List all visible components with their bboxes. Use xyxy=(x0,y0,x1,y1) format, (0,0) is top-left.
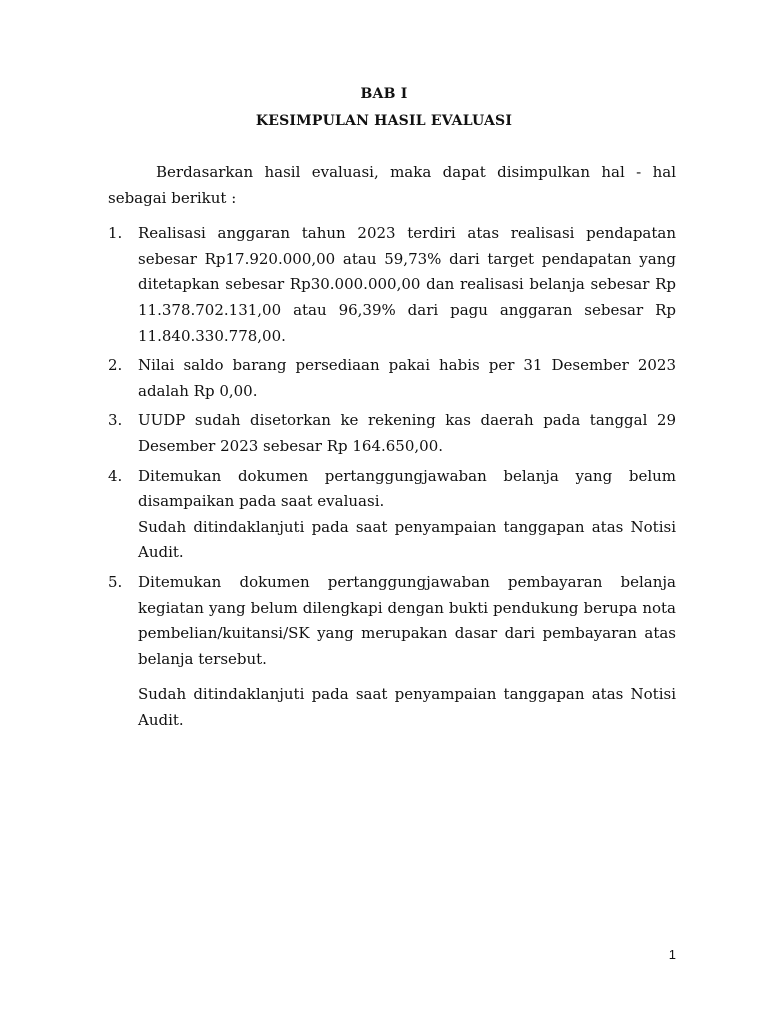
list-item-text: Nilai saldo barang persediaan pakai habis per 31 Desember 2023 adalah Rp 0,00. xyxy=(138,356,676,400)
list-item xyxy=(108,464,676,566)
intro-paragraph: Berdasarkan hasil evaluasi, maka dapat disimpulkan hal - hal sebagai berikut : xyxy=(108,163,676,207)
list-item-text: Ditemukan dokumen pertanggungjawaban belanja yang belum disampaikan pada saat evaluasi. xyxy=(138,466,676,511)
page-number: 1 xyxy=(668,947,676,962)
document-body xyxy=(108,160,676,737)
list-item xyxy=(108,570,676,734)
list-item-text: Realisasi anggaran tahun 2023 terdiri atas realisasi pendapatan sebesar Rp17.920.000,00 atau 59,73% dari target pendapatan yang ditetapkan sebesar Rp30.000.000,00 dan realisasi belanja sebesar Rp 11.378.702.131,00 atau 96,39% dari pagu anggaran sebesar Rp 11.840.330.778,00. xyxy=(138,224,676,345)
list-item-number: 1. xyxy=(108,224,123,243)
list-item-number: 3. xyxy=(108,411,123,430)
follow-up-note: Sudah ditindaklanjuti pada saat penyampaian tanggapan atas Notisi Audit. xyxy=(138,517,676,562)
list-item-number: 5. xyxy=(108,572,123,591)
list-item xyxy=(108,353,676,404)
list-item-text: Ditemukan dokumen pertanggungjawaban pembayaran belanja kegiatan yang belum dilengkapi dengan bukti pendukung berupa nota pembelian/kuitansi/SK yang merupakan dasar dari pembayaran atas belanja tersebut. xyxy=(138,572,676,668)
chapter-title: KESIMPULAN HASIL EVALUASI xyxy=(255,113,513,129)
chapter-heading: BAB I xyxy=(360,86,408,102)
follow-up-note: Sudah ditindaklanjuti pada saat penyampaian tanggapan atas Notisi Audit. xyxy=(138,685,676,729)
conclusion-list xyxy=(108,221,676,733)
list-item-number: 4. xyxy=(108,466,123,485)
list-item xyxy=(108,221,676,349)
list-item xyxy=(108,408,676,459)
list-item-text: UUDP sudah disetorkan ke rekening kas daerah pada tanggal 29 Desember 2023 sebesar Rp 164.650,00. xyxy=(138,411,676,455)
list-item-number: 2. xyxy=(108,356,123,375)
